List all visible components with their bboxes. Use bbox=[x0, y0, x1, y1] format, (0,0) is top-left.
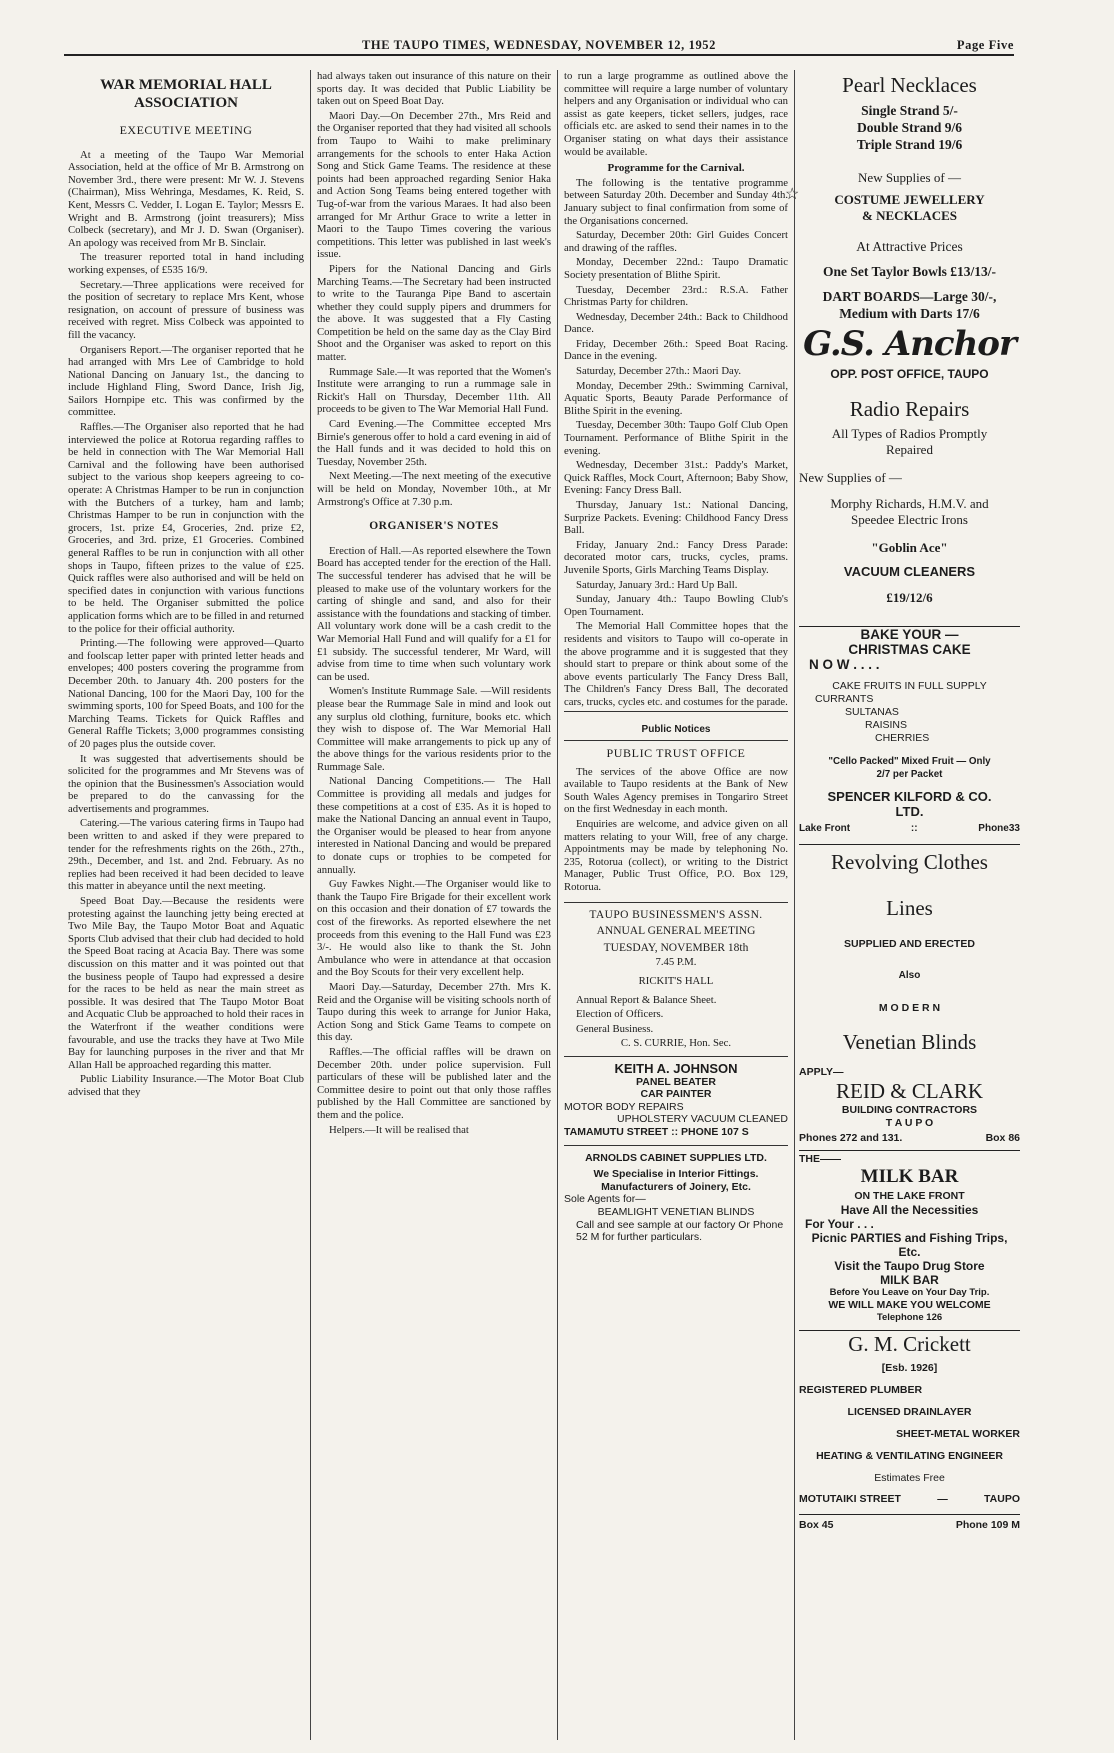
apply-label: APPLY— bbox=[799, 1065, 844, 1078]
milkbar-line: WE WILL MAKE YOU WELCOME bbox=[828, 1299, 991, 1312]
column-rule bbox=[794, 70, 795, 1740]
assn-date: TUESDAY, NOVEMBER 18th bbox=[603, 941, 749, 954]
page-number: Page Five bbox=[956, 38, 1014, 52]
programme-item: Wednesday, December 31st.: Paddy's Market, Quick Raffles, Mock Court, Afternoon; Baby Show, Evening: Fancy Dress Ball. bbox=[564, 459, 788, 497]
arnolds-line: Manufacturers of Joinery, Etc. bbox=[601, 1180, 751, 1193]
programme-item: Monday, December 29th.: Swimming Carnival, Aquatic Sports, Beauty Parade Performance of Blithe Spirit in the evening. bbox=[564, 379, 788, 417]
kilford-line: CAKE FRUITS IN FULL SUPPLY bbox=[832, 680, 987, 692]
paragraph: Enquiries are welcome, and advice given on all matters relating to your Will, free of any charge. Appointments may be made by telephoning No. 235, Rotorua (collect), or writing to the District Manager, Public Trust Office, P.O. Box 129, Rotorua. bbox=[564, 818, 788, 894]
crickett-box: Box 45 bbox=[799, 1518, 834, 1531]
anchor-line: All Types of Radios Promptly bbox=[831, 426, 988, 441]
paragraph: Rummage Sale.—It was reported that the Women's Institute were arranging to run a rummage sale in Rickit's Hall on Thursday, December 11th. All proceeds to be given to The War Memorial Hall Fund. bbox=[317, 365, 551, 416]
masthead-title: THE TAUPO TIMES, WEDNESDAY, NOVEMBER 12, 1952 bbox=[361, 38, 717, 52]
separator: :: bbox=[910, 823, 918, 834]
reid-title: Venetian Blinds bbox=[842, 1029, 977, 1054]
paragraph: had always taken out insurance of this nature on their sports day. It was decided that Public Liability be taken out on Speed Boat Day. bbox=[317, 70, 551, 108]
paragraph: Card Evening.—The Committee eccepted Mrs Birnie's generous offer to hold a card evening in aid of the Hall funds and it was decided to hold this on Tuesday, November 25th. bbox=[317, 418, 551, 468]
crickett-phone: Phone 109 M bbox=[955, 1518, 1020, 1531]
trust-title: PUBLIC TRUST OFFICE bbox=[606, 746, 746, 761]
fruit-item: CHERRIES bbox=[875, 732, 930, 744]
assn-venue: RICKIT'S HALL bbox=[638, 975, 714, 987]
anchor-line: Repaired bbox=[886, 442, 933, 457]
reid-line: T A U P O bbox=[885, 1116, 934, 1129]
businessmen-notice bbox=[564, 902, 788, 1050]
divider bbox=[799, 844, 1020, 845]
article-heading: WAR MEMORIAL HALL bbox=[100, 77, 272, 93]
fruit-item: CURRANTS bbox=[815, 693, 874, 705]
paragraph: Public Liability Insurance.—The Motor Boat Club advised that they bbox=[68, 1073, 304, 1098]
crickett-street: MOTUTAIKI STREET bbox=[799, 1493, 901, 1506]
crickett-line: LICENSED DRAINLAYER bbox=[847, 1406, 972, 1419]
crickett-line: SHEET-METAL WORKER bbox=[896, 1428, 1020, 1441]
programme-item: Saturday, January 3rd.: Hard Up Ball. bbox=[576, 578, 738, 591]
pearl-line: One Set Taylor Bowls £13/13/- bbox=[822, 264, 997, 279]
paragraph: National Dancing Competitions.— The Hall Committee is providing all medals and judges for these competitions at a cost of £35. As it is hoped to make the National Dancing an annual event in Taupo, the Organiser would be pleased to hear from anyone interested in National Dancing and would be prepared to donate cups or trophies to be competed for annually. bbox=[317, 775, 551, 876]
arnolds-name: ARNOLDS CABINET SUPPLIES LTD. bbox=[585, 1151, 767, 1164]
kilford-line: 2/7 per Packet bbox=[876, 769, 943, 780]
crickett-ad bbox=[799, 1331, 1020, 1531]
kilford-line: BAKE YOUR — bbox=[860, 627, 959, 642]
programme-item: Sunday, January 4th.: Taupo Bowling Club's Open Tournament. bbox=[564, 593, 788, 618]
article-subheading: EXECUTIVE MEETING bbox=[119, 123, 253, 137]
kilford-contact bbox=[799, 823, 1020, 836]
divider bbox=[799, 1514, 1020, 1515]
paragraph: The services of the above Office are now available to Taupo residents at the Bank of New South Wales Agency premises in Tongariro Street on the first Wednesday in each month. bbox=[564, 765, 788, 816]
anchor-price: £19/12/6 bbox=[886, 590, 933, 605]
star-icon: ☆ bbox=[785, 186, 800, 203]
johnson-line: CAR PAINTER bbox=[640, 1088, 712, 1101]
johnson-ad bbox=[564, 1056, 788, 1139]
paragraph: The treasurer reported total in hand including working expenses, of £535 16/9. bbox=[68, 251, 304, 276]
milkbar-line: Picnic PARTIES and Fishing Trips, Etc. bbox=[811, 1231, 1008, 1260]
separator: — bbox=[937, 1493, 948, 1506]
kilford-phone: Phone33 bbox=[978, 823, 1020, 834]
assn-meeting: ANNUAL GENERAL MEETING bbox=[596, 925, 756, 938]
reid-line: M O D E R N bbox=[878, 1001, 941, 1014]
paragraph: Maori Day.—On December 27th., Mrs Reid and the Organiser reported that they had visited all schools from Taupo to Waihi to make preliminary arrangements for the schools to enter Haka Action Song and Stick Game Teams. The residence at these points had been approached regarding Senior Haka and Action Song Teams being entered together with Tug-of-war from the various Maraes. It had also been arranged for Mr Arthur Grace to write a letter in Maori to the Taupo Times covering the various competitions. This letter was published in last week's issue. bbox=[317, 109, 551, 261]
column-2 bbox=[317, 70, 551, 1740]
arnolds-line: BEAMLIGHT VENETIAN BLINDS bbox=[597, 1205, 755, 1218]
reid-name: REID & CLARK bbox=[836, 1078, 983, 1103]
programme-item: Tuesday, December 30th: Taupo Golf Club Open Tournament. Performance of Blithe Spirit in the evening. bbox=[564, 419, 788, 457]
column-4 bbox=[799, 70, 1020, 1740]
paragraph: Organisers Report.—The organiser reported that he had arranged with Mrs Lee of Cambridge to hold National Dancing on January 1st., the dancing to include Highland Fling, Sword Dance, Irish Jig, Sailors Hornpipe etc. This was confirmed by the committee. bbox=[68, 343, 304, 419]
paragraph: Catering.—The various catering firms in Taupo had been written to and asked if they were prepared to tender for the refreshments rights on the 26th., 27th., 29th., December, and 1st. and 2nd. February. As no replies had been received it had been decided to leave this matter in abeyance until the next meeting. bbox=[68, 817, 304, 893]
paragraph: Speed Boat Day.—Because the residents were protesting against the launching jetty being erected at Two Mile Bay, the Taupo Motor Boat and Aquatic Sports Club advised that their club had decided to hold the Speed Boat racing at Acacia Bay. There was some discussion on this matter and it was pointed out that the business people of Taupo had expressed a desire for the races to be held as near the main street as possible. It was desired that The Taupo Motor Boat and Acquatic Club be approached to hold their races in the Waterfront if the weather conditions were favourable, and use the tracks they have at Two Mile Bay for launching purposes in the river and that Mr Allan Hall be approached regarding this matter. bbox=[68, 895, 304, 1071]
crickett-est: [Esb. 1926] bbox=[881, 1362, 938, 1375]
paragraph: Raffles.—The official raffles will be drawn on December 20th. under police supervision. Full particulars of these will be published later and the Committee desire to point out that only those raffles published by the Hall Committee are sanctioned by them and the police. bbox=[317, 1045, 551, 1121]
kilford-name: SPENCER KILFORD & CO. bbox=[827, 789, 992, 804]
reid-line: Also bbox=[898, 969, 921, 981]
milkbar-name: MILK BAR bbox=[860, 1166, 959, 1188]
reid-box: Box 86 bbox=[985, 1131, 1020, 1144]
milkbar-line: For Your . . . bbox=[805, 1217, 874, 1232]
kilford-location: Lake Front bbox=[799, 823, 851, 834]
paragraph: Pipers for the National Dancing and Girls Marching Teams.—The Secretary had been instructed to write to the Tauranga Pipe Band to ascertain whether they could supply pipers and drummers for the above. It was suggested that a Fly Casting Competition be held on the same day as the Clay Bird Shoot and the Organiser was asked to report on this matter. bbox=[317, 262, 551, 364]
pearl-line: New Supplies of — bbox=[858, 170, 961, 185]
anchor-logo: G.S. Anchor bbox=[803, 324, 1016, 364]
notices-header: Public Notices bbox=[564, 720, 788, 742]
anchor-address: OPP. POST OFFICE, TAUPO bbox=[830, 367, 989, 381]
column-rule bbox=[310, 70, 311, 1740]
paragraph: The following is the tentative programme between Saturday 20th. December and Sunday 4th. January subject to final confirmation from some of the Organisations concerned. bbox=[564, 176, 788, 227]
paragraph: Printing.—The following were approved—Quarto and foolscap letter paper with printed letter heads and envelopes; 400 posters covering the programme from December 20th. to January 4th. 200 posters for the National Dancing, 100 for the Maori Day, 100 for the swimming sports, 100 for Speed Boats, and 100 for the Marching Teams. Tickets for Quick Raffles and General Raffle Tickets; 3,000 programmes consisting of 20 pages plus the outside cover. bbox=[68, 637, 304, 750]
reid-contact bbox=[799, 1132, 1020, 1145]
assn-signature: C. S. CURRIE, Hon. Sec. bbox=[620, 1037, 732, 1050]
programme-item: Wednesday, December 24th.: Back to Childhood Dance. bbox=[564, 310, 788, 336]
assn-title: TAUPO BUSINESSMEN'S ASSN. bbox=[589, 908, 763, 921]
radio-title: Radio Repairs bbox=[849, 397, 970, 421]
programme-heading: Programme for the Carnival. bbox=[607, 162, 745, 175]
reid-line: BUILDING CONTRACTORS bbox=[841, 1103, 978, 1116]
arnolds-line: Sole Agents for— bbox=[564, 1193, 646, 1206]
johnson-address: TAMAMUTU STREET :: PHONE 107 S bbox=[564, 1125, 749, 1138]
pearl-line: Double Strand 9/6 bbox=[856, 120, 963, 135]
anchor-line: VACUUM CLEANERS bbox=[843, 564, 976, 579]
reid-line: SUPPLIED AND ERECTED bbox=[844, 937, 975, 950]
anchor-line: Morphy Richards, H.M.V. and bbox=[830, 496, 989, 511]
crickett-line: HEATING & VENTILATING ENGINEER bbox=[816, 1450, 1003, 1463]
paragraph: The Memorial Hall Committee hopes that the residents and visitors to Taupo will co-operate in the above programme and it is suggested that they should start to prepare or think about some of the above events particularly The Fancy Dress Ball, The Children's Fancy Dress Ball, The decorated cars, trucks, cycles etc. and costumes for the parade. bbox=[564, 620, 788, 708]
masthead bbox=[64, 38, 1014, 56]
paragraph: Maori Day.—Saturday, December 27th. Mrs K. Reid and the Organise will be visiting schools north of Taupo during this week to arrange for Junior Haka, Action Song and Stick Game Teams to compete on this day. bbox=[317, 980, 551, 1044]
paragraph: Helpers.—It will be realised that bbox=[329, 1123, 469, 1136]
pearl-line: Medium with Darts 17/6 bbox=[839, 306, 980, 321]
johnson-line: MOTOR BODY REPAIRS bbox=[564, 1100, 684, 1113]
programme-item: Friday, December 26th.: Speed Boat Racing. Dance in the evening. bbox=[564, 337, 788, 363]
crickett-address bbox=[799, 1493, 1020, 1506]
anchor-line: "Goblin Ace" bbox=[871, 540, 948, 555]
column-3 bbox=[564, 70, 788, 1740]
assn-time: 7.45 P.M. bbox=[655, 956, 697, 969]
divider bbox=[799, 1150, 1020, 1151]
anchor-ad bbox=[799, 322, 1020, 606]
crickett-line: REGISTERED PLUMBER bbox=[799, 1384, 923, 1397]
arnolds-line: We Specialise in Interior Fittings. bbox=[593, 1168, 759, 1181]
programme-item: Saturday, December 20th: Girl Guides Concert and drawing of the raffles. bbox=[564, 229, 788, 254]
milkbar-line: ON THE LAKE FRONT bbox=[854, 1190, 965, 1203]
programme-item: Tuesday, December 23rd.: R.S.A. Father Christmas Party for children. bbox=[564, 283, 788, 309]
pearl-line: & NECKLACES bbox=[862, 208, 957, 223]
arnolds-ad bbox=[564, 1145, 788, 1244]
public-notices bbox=[564, 711, 788, 894]
paragraph: Women's Institute Rummage Sale. —Will residents please bear the Rummage Sale in mind and look out any surplus old clothing, furniture, books etc. which they wish to dispose of. The War Memorial Hall Committee will make arrangements to pick up any of the above things for the various residents prior to the Rummage Sale. bbox=[317, 685, 551, 773]
johnson-line: PANEL BEATER bbox=[636, 1075, 716, 1088]
programme-item: Monday, December 22nd.: Taupo Dramatic Society presentation of Blithe Spirit. bbox=[564, 256, 788, 281]
crickett-town: TAUPO bbox=[984, 1493, 1020, 1506]
paragraph: It was suggested that advertisements should be solicited for the programmes and Mr Stevens was of the opinion that the Businessmen's Association would be prepared to do the canvassing for the advertisements and programmes. bbox=[68, 752, 304, 815]
crickett-name: G. M. Crickett bbox=[848, 1332, 971, 1357]
fruit-item: SULTANAS bbox=[845, 706, 899, 718]
paragraph: Raffles.—The Organiser also reported that he had interviewed the police at Rotorua regarding raffles to be held in connection with The War Memorial Hall Carnival and the following have been authorised subject to the various shop keepers agreeing to co-operate: A Christmas Hamper to be run in conjunction with the Butchers of a turkey, ham and lamb; Christmas Hamper to be run in conjunction with the grocers, 1st. prize £4, Groceries, 2nd. prize £2, Groceries, and 3rd. prize, £1 Groceries. Combined general Raffles to be run in conjunction with all other shops in Taupo, fifteen prizes to the value of £25. Quick raffles were also authorised and will be held on specified dates in conjunction with various functions to be held. The Organiser submitted the police application forms which are to be filled in and returned to the police for their official authority. bbox=[68, 421, 304, 635]
fruit-item: RAISINS bbox=[865, 719, 908, 731]
pearl-line: Triple Strand 19/6 bbox=[856, 137, 963, 152]
milkbar-line: Visit the Taupo Drug Store bbox=[834, 1259, 985, 1274]
milkbar-line: Before You Leave on Your Day Trip. bbox=[829, 1287, 990, 1299]
milkbar-phone: Telephone 126 bbox=[876, 1312, 943, 1324]
assn-agenda: General Business. bbox=[576, 1022, 654, 1035]
arnolds-line: Call and see sample at our factory Or Phone 52 M for further particulars. bbox=[576, 1218, 784, 1244]
pearl-line: At Attractive Prices bbox=[856, 239, 963, 254]
programme-item: Saturday, December 27th.: Maori Day. bbox=[576, 365, 742, 378]
milk-bar-ad bbox=[799, 1153, 1020, 1324]
johnson-line: UPHOLSTERY VACUUM CLEANED bbox=[617, 1113, 788, 1126]
paragraph: Secretary.—Three applications were received for the position of secretary to replace Mrs Kent, whose resignation, on account of pressure of business was received with regret. Miss Colbeck was appointed to fill the vacancy. bbox=[68, 278, 304, 341]
paragraph: At a meeting of the Taupo War Memorial Association, held at the office of Mr B. Armstrong on November 3rd., there were present: Mr W. J. Stevens (Chairman), Miss Wehringa, Mesdames, K. Reid, S. Kent, Messrs C. Vedder, I. Logan E. Taylor; Messrs E. Wright and B. Armstrong (joint treasurers); Miss Colbeck (secretary), and Mr J. D. Swan (Organiser). An apology was received from Mr B. Sinclair. bbox=[68, 148, 304, 249]
kilford-name: LTD. bbox=[895, 804, 924, 819]
kilford-line: "Cello Packed" Mixed Fruit — Only bbox=[828, 756, 991, 767]
reid-phones: Phones 272 and 131. bbox=[799, 1131, 903, 1144]
crickett-line: Estimates Free bbox=[874, 1472, 945, 1485]
milkbar-the: THE—— bbox=[799, 1153, 841, 1166]
column-rule bbox=[557, 70, 558, 1740]
reid-title: Lines bbox=[886, 895, 933, 920]
kilford-line: CHRISTMAS CAKE bbox=[848, 642, 971, 657]
assn-agenda: Annual Report & Balance Sheet. bbox=[576, 993, 717, 1006]
milkbar-line: Have All the Necessities bbox=[840, 1203, 979, 1218]
paragraph: to run a large programme as outlined above the committee will require a large number of voluntary helpers and any Organisation or individual who can assist as gate keepers, ticket sellers, judges, race officials etc. are asked to send their names in to the Organiser stating on what days their assistance would be available. bbox=[564, 70, 788, 158]
kilford-line: N O W . . . . bbox=[809, 657, 880, 672]
pearl-title: Pearl Necklaces bbox=[842, 73, 977, 97]
paragraph: Guy Fawkes Night.—The Organiser would like to thank the Taupo Fire Brigade for their excellent work on this occasion and their donation of £7 towards the cost of the fireworks. As reported elsewhere the net proceeds from this evening to the Hall Fund was £23 3/-. He would also like to thank the St. John Ambulance who were in attendance at that occasion and the Boy Scouts for their very excellent help. bbox=[317, 878, 551, 979]
crickett-contact bbox=[799, 1519, 1020, 1532]
pearl-ad bbox=[799, 72, 1020, 322]
paragraph: Erection of Hall.—As reported elsewhere the Town Board has accepted tender for the erection of the Hall. The successful tenderer has advised that he will be pleased to make use of the voluntary workers for the carting of shingle and sand, and also for their assistance with the foundations and stacking of timber. All voluntary work done will be a cash credit to the War Memorial Hall Fund and will qualify for a £1 for £1 subsidy. The successful tenderer, Mr Ward, will advise from time to time when such voluntary work can be used. bbox=[317, 544, 551, 683]
assn-agenda: Election of Officers. bbox=[576, 1008, 664, 1021]
reid-clark-ad bbox=[799, 849, 1020, 1145]
anchor-line: New Supplies of — bbox=[799, 470, 902, 485]
programme-item: Friday, January 2nd.: Fancy Dress Parade: decorated motor cars, trucks, cycles, prams. Juvenile Sports, Girls Marching Teams Display. bbox=[564, 538, 788, 576]
section-heading: ORGANISER'S NOTES bbox=[369, 520, 499, 533]
article-heading: ASSOCIATION bbox=[134, 95, 238, 111]
anchor-line: Speedee Electric Irons bbox=[851, 512, 968, 527]
programme-item: Thursday, January 1st.: National Dancing, Surprize Packets. Evening: Childhood Fancy Dress Ball. bbox=[564, 499, 788, 537]
pearl-line: DART BOARDS—Large 30/-, bbox=[822, 289, 997, 304]
pearl-line: Single Strand 5/- bbox=[861, 103, 958, 118]
kilford-ad bbox=[799, 627, 1020, 836]
pearl-line: COSTUME JEWELLERY bbox=[834, 192, 985, 207]
johnson-name: KEITH A. JOHNSON bbox=[614, 1060, 738, 1076]
reid-title: Revolving Clothes bbox=[831, 849, 988, 874]
paragraph: Next Meeting.—The next meeting of the executive will be held on Monday, November 10th., at Mr Armstrong's Office at 7.30 p.m. bbox=[317, 470, 551, 508]
milkbar-line: MILK BAR bbox=[880, 1273, 939, 1288]
column-1 bbox=[68, 70, 304, 1740]
